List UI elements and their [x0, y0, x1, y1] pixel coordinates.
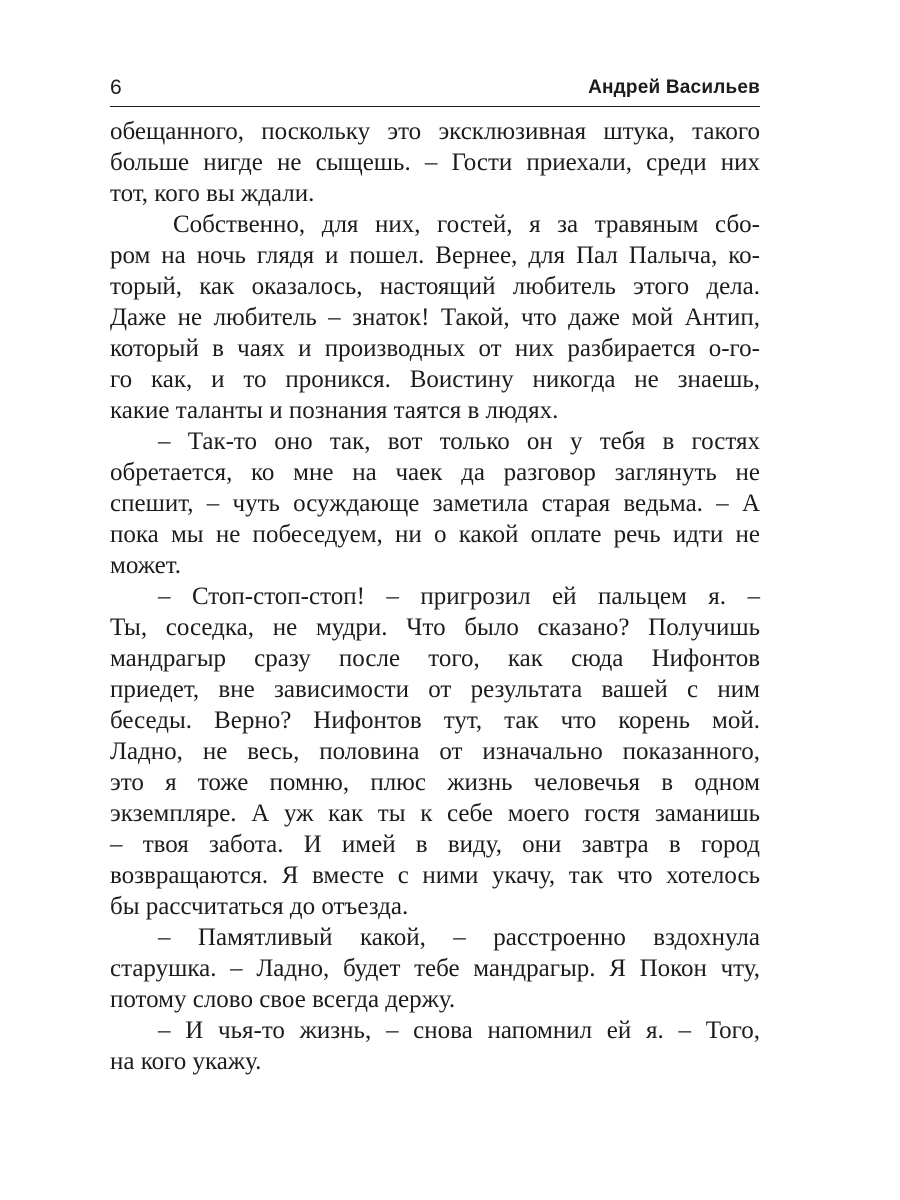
text-line: тот, кого вы ждали. [110, 180, 315, 207]
text-line: старушка. – Ладно, будет тебе мандрагыр. Я Покон чту, [110, 955, 760, 982]
text-line: Даже не любитель – знаток! Такой, что даже мой Антип, [110, 304, 760, 331]
text-line: го как, и то проникся. Воистину никогда не знаешь, [110, 366, 760, 393]
text-line: – Стоп-стоп-стоп! – пригрозил ей пальцем я. – [158, 583, 760, 610]
text-line: обещанного, поскольку это эксклюзивная штука, такого [110, 118, 760, 145]
text-line: это я тоже помню, плюс жизнь человечья в одном [110, 769, 760, 796]
text-line: – Памятливый какой, – расстроенно вздохнула [158, 924, 760, 951]
text-line: который в чаях и производных от них разбирается о-го- [110, 335, 760, 362]
text-line: – Так-то оно так, вот только он у тебя в гостях [158, 428, 760, 455]
body-text [110, 116, 760, 1077]
text-line: мандрагыр сразу после того, как сюда Нифонтов [110, 645, 760, 672]
page-number: 6 [110, 76, 122, 99]
text-line: приедет, вне зависимости от результата вашей с ним [110, 676, 760, 703]
text-line: – И чья-то жизнь, – снова напомнил ей я. – Того, [158, 1017, 760, 1044]
text-line: экземпляре. А уж как ты к себе моего гостя заманишь [110, 800, 760, 827]
text-line: возвращаются. Я вместе с ними укачу, так что хотелось [110, 862, 760, 889]
text-line: Ты, соседка, не мудри. Что было сказано? Получишь [110, 614, 760, 641]
text-line: потому слово свое всегда держу. [110, 986, 456, 1013]
text-line: Ладно, не весь, половина от изначально показанного, [110, 738, 760, 765]
text-line: на кого укажу. [110, 1048, 262, 1075]
text-line: какие таланты и познания таятся в людях. [110, 397, 559, 424]
text-line: ром на ночь глядя и пошел. Вернее, для Пал Палыча, ко- [110, 242, 760, 269]
text-line: спешит, – чуть осуждающе заметила старая ведьма. – А [110, 490, 760, 517]
text-line: бы рассчитаться до отъезда. [110, 893, 409, 920]
text-line: – твоя забота. И имей в виду, они завтра в город [110, 831, 760, 858]
text-line: торый, как оказалось, настоящий любитель этого дела. [110, 273, 760, 300]
running-head [110, 74, 760, 107]
text-line: больше нигде не сыщешь. – Гости приехали, среди них [110, 149, 760, 176]
text-line: беседы. Верно? Нифонтов тут, так что корень мой. [110, 707, 760, 734]
text-line: обретается, ко мне на чаек да разговор заглянуть не [110, 459, 760, 486]
text-line: Собственно, для них, гостей, я за травяным сбо- [173, 211, 760, 238]
text-line: пока мы не побеседуем, ни о какой оплате речь идти не [110, 521, 760, 548]
text-line: может. [110, 552, 182, 579]
author-name: Андрей Васильев [588, 77, 760, 98]
